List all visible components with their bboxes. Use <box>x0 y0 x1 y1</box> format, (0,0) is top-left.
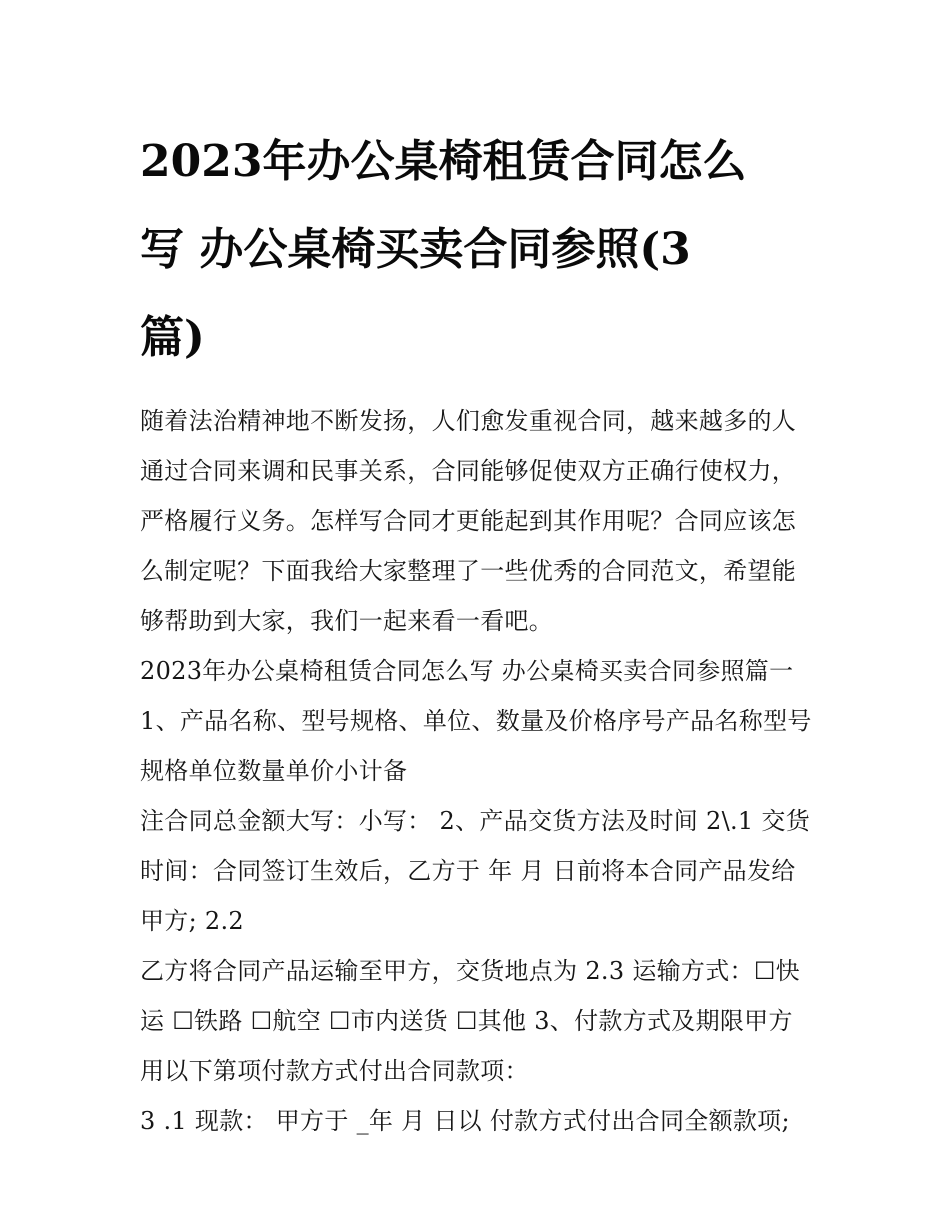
title-line-2: 写 办公桌椅买卖合同参照(3 <box>140 224 691 275</box>
section-heading: 2023年办公桌椅租赁合同怎么写 办公桌椅买卖合同参照篇一 <box>140 657 794 685</box>
clause-cash-payment: 3 .1 现款： 甲方于 _年 月 日以 付款方式付出合同全额款项; <box>140 1107 790 1135</box>
clause-product-info: 1、产品名称、型号规格、单位、数量及价格序号产品名称型号规格单位数量单价小计备 <box>140 707 812 785</box>
clause-delivery: 注合同总金额大写：小写： 2、产品交货方法及时间 2\.1 交货时间：合同签订生效后，乙方于 年 月 日前将本合同产品发给甲方; 2.2 <box>140 807 811 935</box>
title-line-1: 2023年办公桌椅租赁合同怎么 <box>140 136 747 187</box>
document-body <box>140 396 812 1146</box>
document-title <box>140 118 812 382</box>
clause-transport-payment: 乙方将合同产品运输至甲方，交货地点为 2.3 运输方式：☐快运 ☐铁路 ☐航空 ☐市内送货 ☐其他 3、付款方式及期限甲方用以下第项付款方式付出合同款项： <box>140 957 800 1085</box>
title-line-3: 篇) <box>140 312 205 363</box>
intro-paragraph: 随着法治精神地不断发扬，人们愈发重视合同，越来越多的人通过合同来调和民事关系，合同能够促使双方正确行使权力，严格履行义务。怎样写合同才更能起到其作用呢？合同应该怎么制定呢？下面我给大家整理了一些优秀的合同范文，希望能够帮助到大家，我们一起来看一看吧。 <box>140 407 797 635</box>
